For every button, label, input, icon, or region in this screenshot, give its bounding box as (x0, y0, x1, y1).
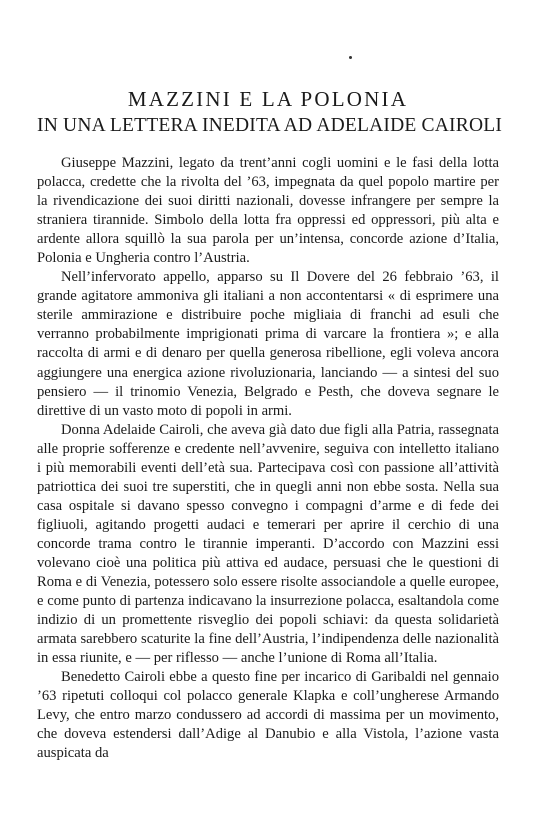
document-page (37, 0, 503, 832)
paragraph-1: Giuseppe Mazzini, legato da trent’anni cogli uomini e le fasi della lotta polacca, credette che la rivolta del ’63, impegnata da quel popolo martire per la rivendicazione dei suoi diritti nazionali, dovesse infrangere per sempre la straniera tirannide. Simbolo della lotta fra oppressi ed oppressori, più alta e ardente allora squillò la sua parola per un’intensa, concorde azione d’Italia, Polonia e Ungheria contro l’Austria. (37, 155, 499, 267)
paragraph-3: Donna Adelaide Cairoli, che aveva già dato due figli alla Patria, rassegnata alle proprie sofferenze e credente nell’avvenire, seguiva con intelletto italiano i più memorabili eventi dell’età sua. Partecipava così con passione all’attività patriottica dei suoi tre superstiti, che in quegli anni non ebbe sosta. Nella sua casa ospitale si davano spesso convegno i compagni d’arme e di fede dei figliuoli, agitando progetti audaci e temerari per aprire il cerchio di una concorde trama contro le tirannie imperanti. D’accordo con Mazzini essi volevano cioè una politica più attiva ed audace, persuasi che le questioni di Roma e di Venezia, potessero solo essere risolte associandole a quelle europee, e come punto di partenza indicavano la insurrezione polacca, esaltandola come indizio di un promettente risveglio dei popoli schiavi: da questa solidarietà armata sarebbero scaturite la fine dell’Austria, l’indipendenza delle nazionalità in essa riunite, e — per riflesso — anche l’unione di Roma all’Italia. (37, 421, 499, 667)
decorative-dot (349, 56, 352, 59)
article-subtitle: IN UNA LETTERA INEDITA AD ADELAIDE CAIROLI (37, 115, 503, 136)
article-title: MAZZINI E LA POLONIA (127, 87, 409, 111)
paragraph-4: Benedetto Cairoli ebbe a questo fine per incarico di Garibaldi nel gennaio ’63 ripetuti colloqui col polacco generale Klapka e coll’ungherese Armando Levy, che entro marzo condussero ad accordi di massima per un movimento, che doveva estendersi dall’Adige al Danubio e alla Vistola, l’azione vasta auspicata da (37, 669, 499, 762)
article-body (37, 154, 499, 764)
paragraph-2: Nell’infervorato appello, apparso su Il Dovere del 26 febbraio ’63, il grande agitatore ammoniva gli italiani a non accontentarsi « di esprimere una sterile ammirazione e distribuire poche migliaia di franchi ad esuli che verranno probabilmente imprigionati prima di varcare la frontiera »; e alla raccolta di armi e di denaro per quella generosa ribellione, egli voleva ancora aggiungere una energica azione rivoluzionaria, lanciando — a sintesi del suo pensiero — il trinomio Venezia, Belgrado e Pesth, che doveva segnare le direttive di un vasto moto di popoli in armi. (37, 269, 499, 419)
